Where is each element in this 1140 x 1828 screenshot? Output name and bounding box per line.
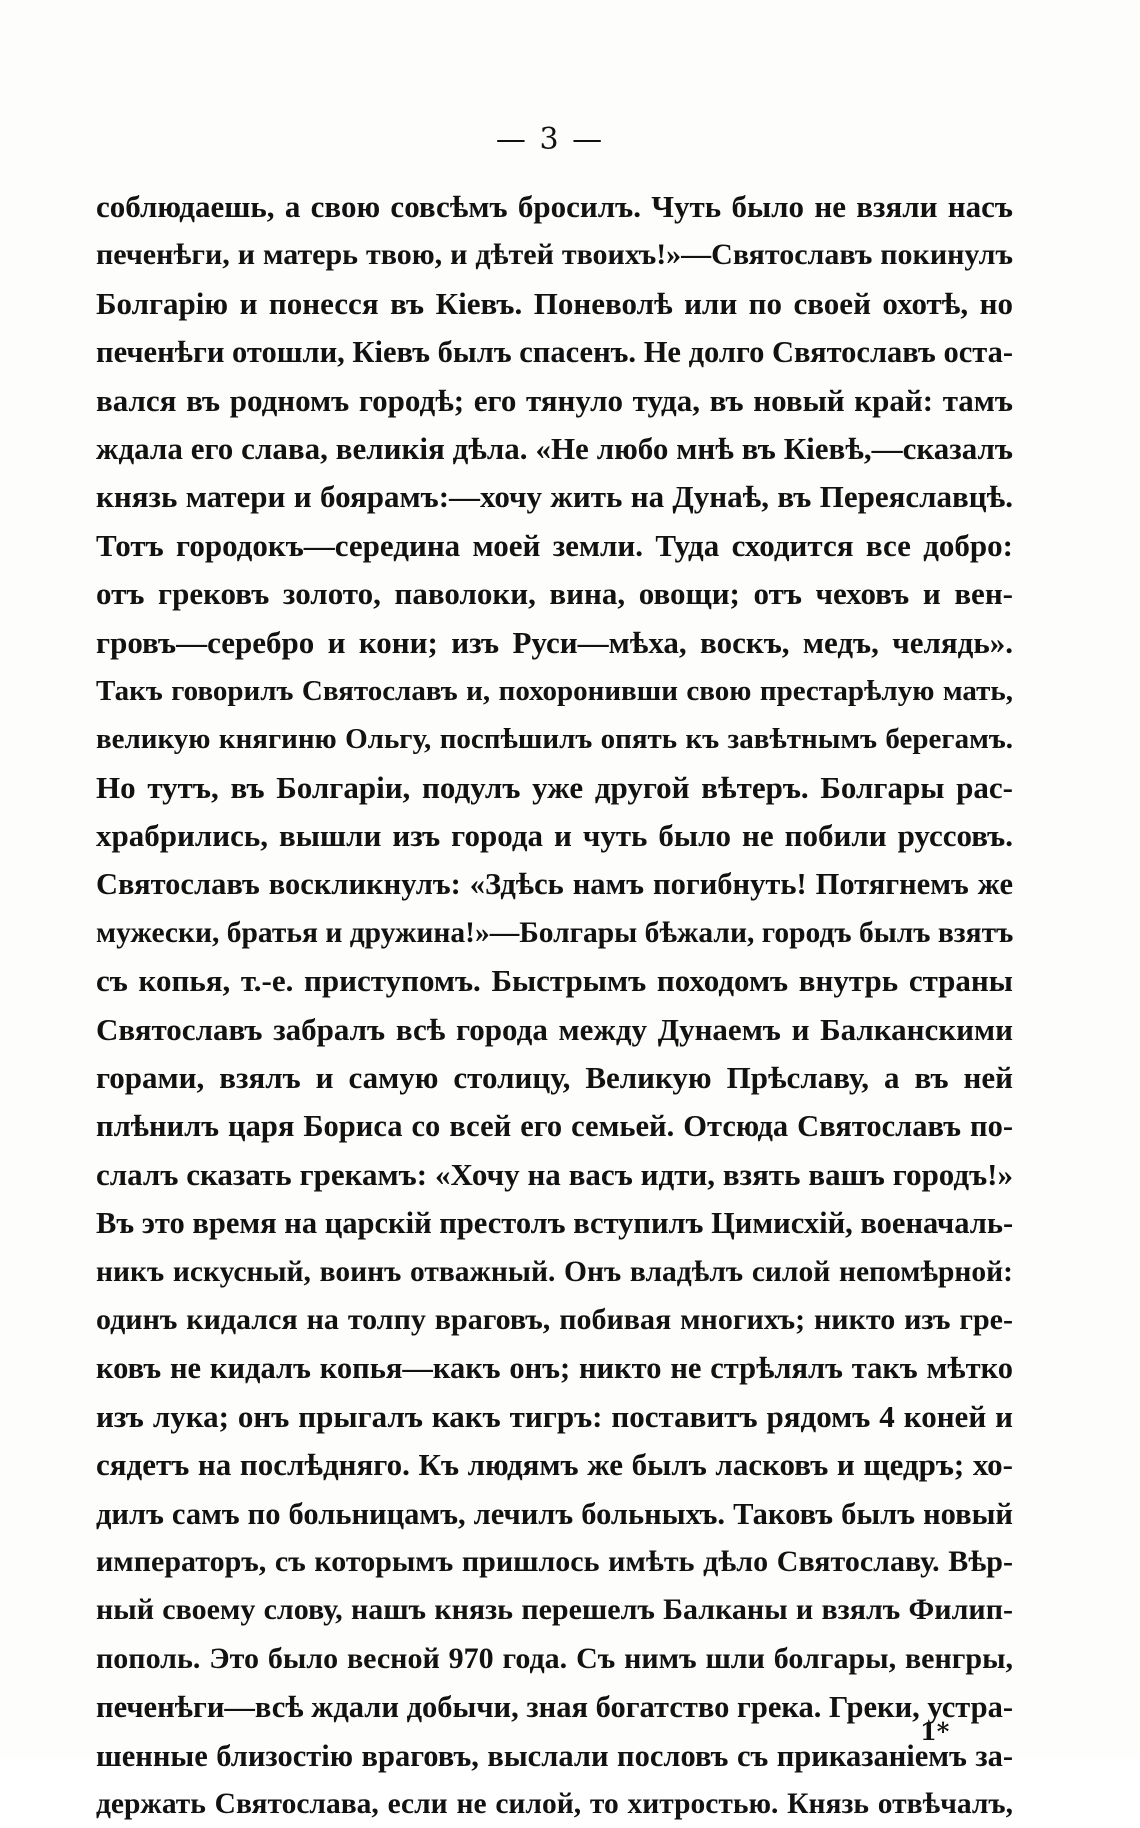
text-line: Святославъ воскликнулъ: «Здѣсь намъ погибнуть! Потягнемъ же bbox=[96, 867, 1013, 902]
text-line: Болгарію и понесся въ Кіевъ. Поневолѣ или по своей охотѣ, но bbox=[96, 285, 1013, 321]
text-line: Тотъ городокъ—середина моей земли. Туда сходится все добро: bbox=[96, 527, 1013, 563]
text-line: отъ грековъ золото, паволоки, вина, овощи; отъ чеховъ и вен- bbox=[96, 576, 1013, 612]
text-line: изъ лука; онъ прыгалъ какъ тигръ: поставитъ рядомъ 4 коней и bbox=[96, 1398, 1013, 1434]
text-line: печенѣги—всѣ ждали добычи, зная богатство грека. Греки, устра- bbox=[96, 1690, 1013, 1725]
text-line: князь матери и боярамъ:—хочу жить на Дунаѣ, въ Переяславцѣ. bbox=[96, 479, 1013, 515]
text-line: пополь. Это было весной 970 года. Съ нимъ шли болгары, венгры, bbox=[96, 1641, 1013, 1675]
text-line: храбрились, вышли изъ города и чуть было не побили руссовъ. bbox=[96, 818, 1013, 854]
text-line: одинъ кидался на толпу враговъ, побивая многихъ; никто изъ гре- bbox=[96, 1302, 1013, 1336]
text-line: горами, взялъ и самую столицу, Великую Прѣславу, а въ ней bbox=[96, 1060, 1013, 1096]
text-line: Святославъ забралъ всѣ города между Дунаемъ и Балканскими bbox=[96, 1011, 1013, 1047]
text-line: дилъ самъ по больницамъ, лечилъ больныхъ. Таковъ былъ новый bbox=[96, 1496, 1013, 1531]
text-line: ный своему слову, нашъ князь перешелъ Балканы и взялъ Филип- bbox=[96, 1593, 1013, 1627]
text-line: Въ это время на царскій престолъ вступилъ Цимисхій, военачаль- bbox=[96, 1206, 1014, 1241]
text-line: плѣнилъ царя Бориса со всей его семьей. Отсюда Святославъ по- bbox=[96, 1109, 1013, 1144]
text-line: никъ искусный, воинъ отважный. Онъ владѣлъ силой непомѣрной: bbox=[96, 1255, 1013, 1288]
text-line: слалъ сказать грекамъ: «Хочу на васъ идти, взять вашъ городъ!» bbox=[96, 1156, 1013, 1192]
text-line: мужески, братья и дружина!»—Болгары бѣжали, городъ былъ взятъ bbox=[96, 916, 1014, 949]
text-line: Но тутъ, въ Болгаріи, подулъ уже другой вѣтеръ. Болгары рас- bbox=[96, 769, 1013, 805]
text-line: Такъ говорилъ Святославъ и, похоронивши свою престарѣлую мать, bbox=[96, 674, 1013, 707]
body-text bbox=[96, 183, 1013, 1828]
text-line: гровъ—серебро и кони; изъ Руси—мѣха, воскъ, медъ, челядь». bbox=[96, 624, 1013, 660]
text-line: великую княгиню Ольгу, поспѣшилъ опять къ завѣтнымъ берегамъ. bbox=[96, 723, 1013, 756]
text-line: императоръ, съ которымъ пришлось имѣть дѣло Святославу. Вѣр- bbox=[96, 1544, 1013, 1578]
text-line: съ копья, т.-е. приступомъ. Быстрымъ походомъ внутрь страны bbox=[96, 963, 1013, 999]
text-line: шенные близостію враговъ, выслали пословъ съ приказаніемъ за- bbox=[96, 1738, 1013, 1773]
text-line: печенѣги, и матерь твою, и дѣтей твоихъ!»—Святославъ покинулъ bbox=[96, 238, 1013, 272]
text-line: сядетъ на послѣдняго. Къ людямъ же былъ ласковъ и щедръ; хо- bbox=[96, 1447, 1013, 1483]
text-line: ковъ не кидалъ копья—какъ онъ; никто не стрѣлялъ такъ мѣтко bbox=[96, 1351, 1013, 1386]
text-line: вался въ родномъ городѣ; его тянуло туда, въ новый край: тамъ bbox=[96, 382, 1013, 418]
text-line: держать Святослава, если не силой, то хитростью. Князь отвѣчалъ, bbox=[96, 1787, 1013, 1820]
text-line: ждала его слава, великія дѣла. «Не любо мнѣ въ Кіевѣ,—сказалъ bbox=[96, 430, 1013, 466]
text-line: печенѣги отошли, Кіевъ былъ спасенъ. Не долго Святославъ оста- bbox=[96, 335, 1013, 370]
page-number: — 3 — bbox=[495, 122, 605, 157]
text-line: соблюдаешь, а свою совсѣмъ бросилъ. Чуть было не взяли насъ bbox=[96, 189, 1013, 224]
signature-mark: 1* bbox=[920, 1717, 950, 1746]
